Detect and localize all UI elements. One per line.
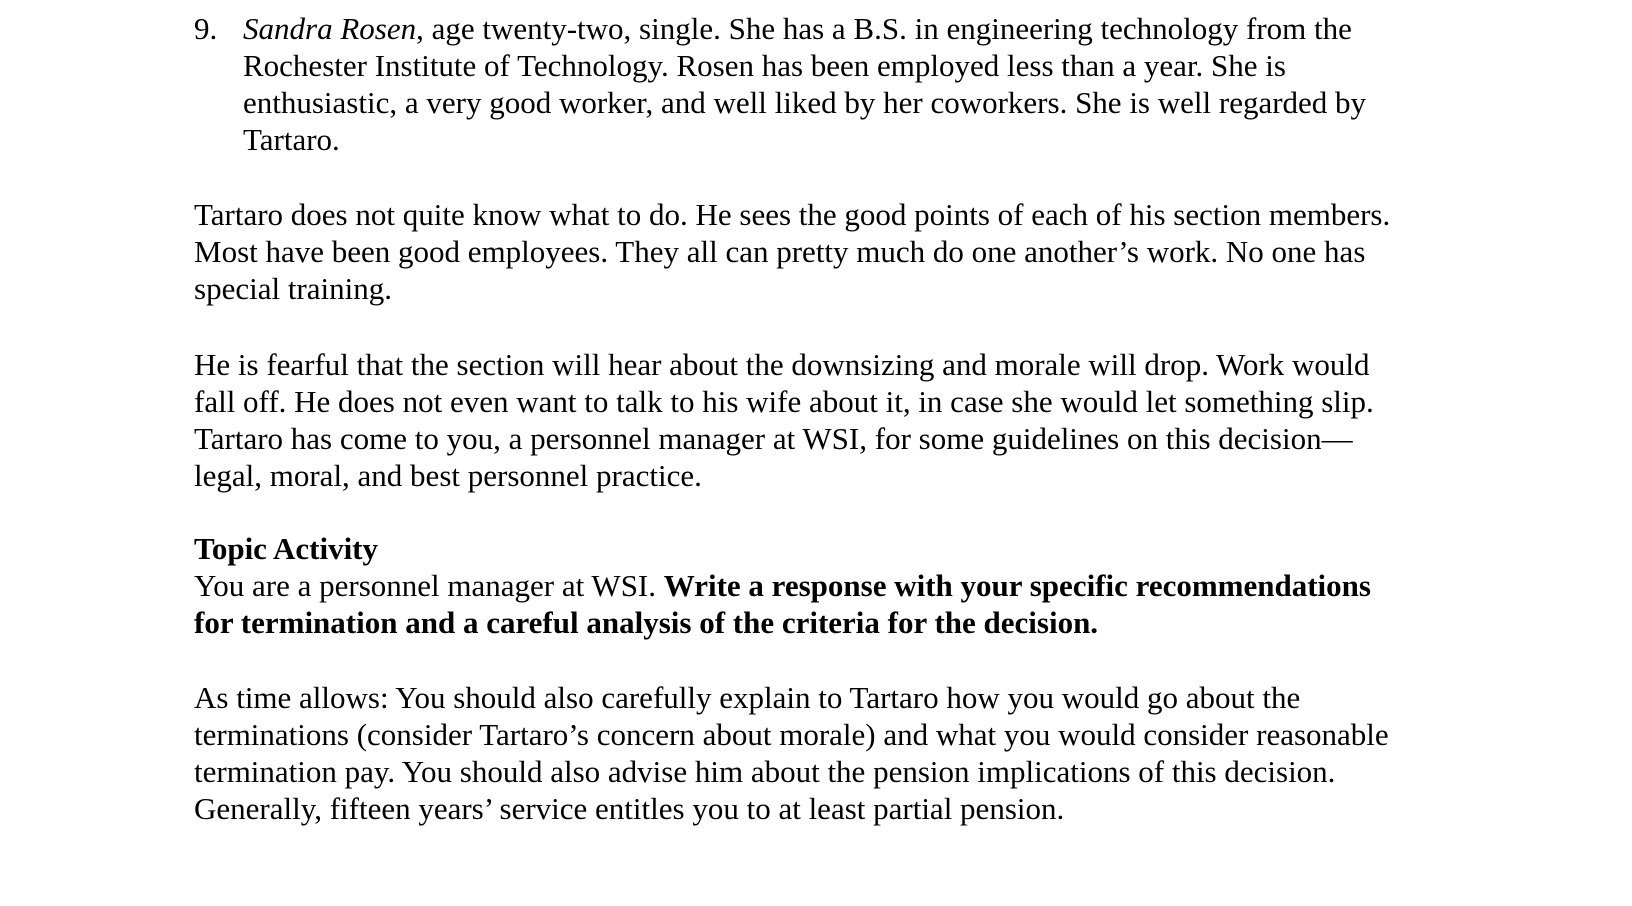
item9-line-3: enthusiastic, a very good worker, and well liked by her coworkers. She is well regarded by [243,85,1367,120]
item9-line-2: Rochester Institute of Technology. Rosen has been employed less than a year. She is [243,48,1286,83]
p1-line-1: Tartaro does not quite know what to do. He sees the good points of each of his section members. [194,197,1391,232]
topic-activity-intro: You are a personnel manager at WSI. [194,568,664,603]
item9-line-4: Tartaro. [243,122,340,157]
p2-line-1: He is fearful that the section will hear about the downsizing and morale will drop. Work would [194,347,1370,382]
item9-line-1 [243,10,1352,47]
topic-activity-heading: Topic Activity [194,531,379,566]
p2-line-3: Tartaro has come to you, a personnel manager at WSI, for some guidelines on this decision— [194,421,1353,456]
p1-line-3: special training. [194,271,392,306]
p2-line-4: legal, moral, and best personnel practice. [194,458,702,493]
topic-activity-line-1 [194,567,1371,604]
p1-line-2: Most have been good employees. They all can pretty much do one another’s work. No one has [194,234,1366,269]
p3-line-1: As time allows: You should also carefully explain to Tartaro how you would go about the [194,680,1301,715]
p3-line-4: Generally, fifteen years’ service entitles you to at least partial pension. [194,791,1065,826]
person-name: Sandra Rosen [243,11,417,46]
p3-line-2: terminations (consider Tartaro’s concern about morale) and what you would consider reasonable [194,717,1389,752]
p3-line-3: termination pay. You should also advise him about the pension implications of this decision. [194,754,1336,789]
p2-line-2: fall off. He does not even want to talk to his wife about it, in case she would let something slip. [194,384,1374,419]
item9-line-1-text: , age twenty-two, single. She has a B.S. in engineering technology from the [416,11,1352,46]
list-number: 9. [194,11,218,46]
topic-activity-instruction-2: for termination and a careful analysis of the criteria for the decision. [194,605,1099,640]
topic-activity-instruction-1: Write a response with your specific recommendations [663,568,1371,603]
